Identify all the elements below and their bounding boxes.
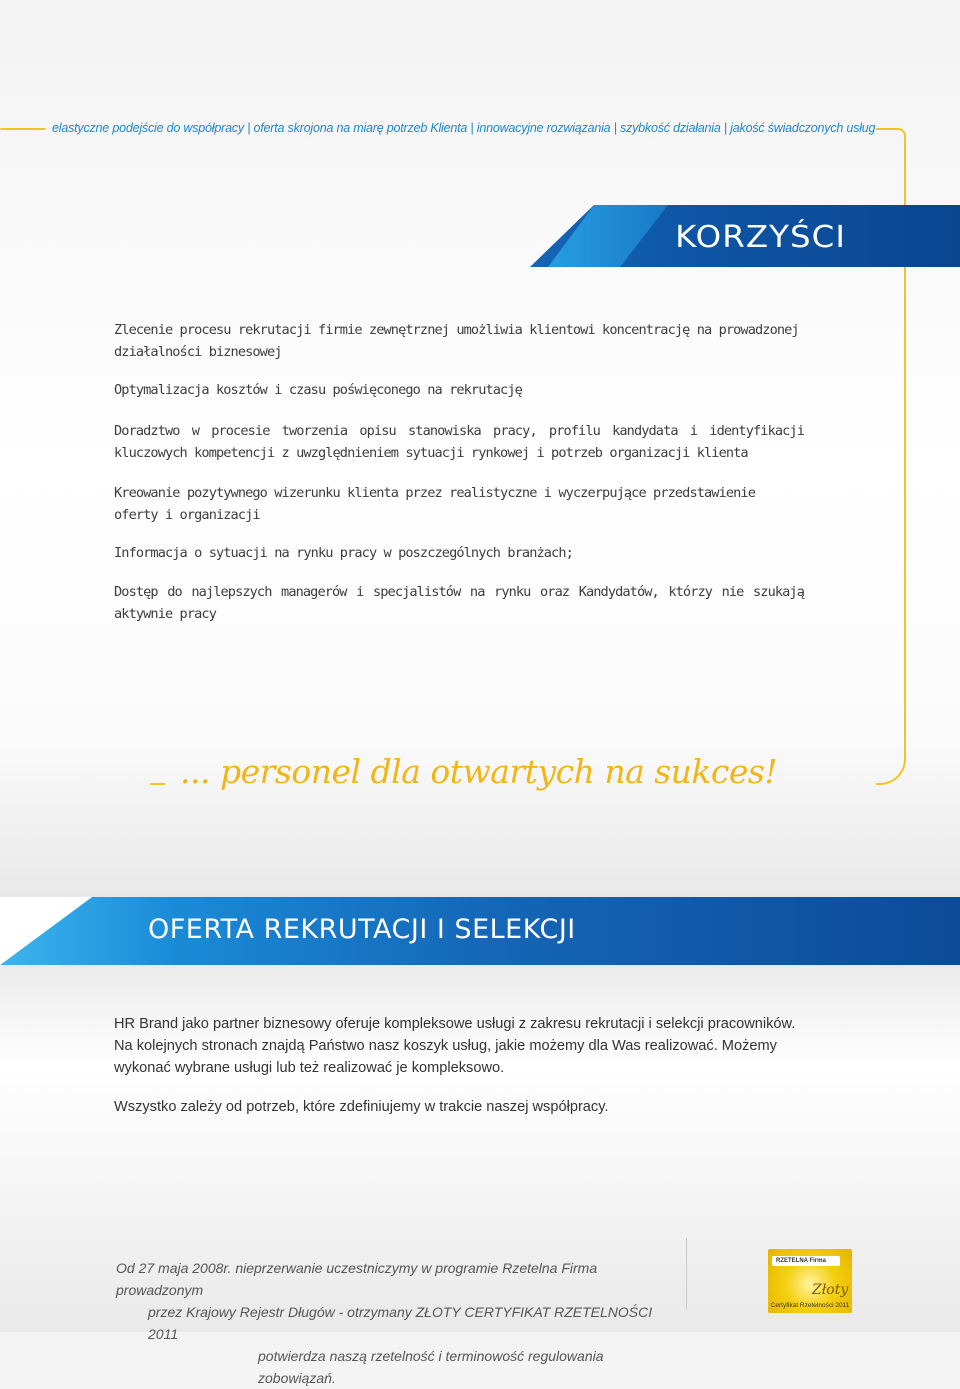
certificate-script: Złoty bbox=[812, 1282, 849, 1298]
benefit-item: Dostęp do najlepszych managerów i specjalistów na rynku oraz Kandydatów, którzy nie szukają aktywnie pracy bbox=[114, 584, 804, 622]
footer-divider bbox=[686, 1238, 687, 1310]
slogan: ... personel dla otwartych na sukces! bbox=[180, 752, 778, 791]
decorative-line-left bbox=[0, 128, 46, 130]
benefits-title: KORZYŚCI bbox=[675, 220, 846, 255]
footer-text bbox=[116, 1257, 676, 1389]
header-tagline: elastyczne podejście do współpracy | oferta skrojona na miarę potrzeb Klienta | innowacyjne rozwiązania | szybkość działania | jakość świadczonych usług bbox=[52, 121, 876, 135]
benefit-item: Optymalizacja kosztów i czasu poświęconego na rekrutację bbox=[114, 382, 522, 398]
certificate-caption: Certyfikat Rzetelności 2011 bbox=[770, 1302, 850, 1309]
footer-line: potwierdza naszą rzetelność i terminowość regulowania zobowiązań. bbox=[258, 1348, 604, 1386]
benefit-item: Zlecenie procesu rekrutacji firmie zewnętrznej umożliwia klientowi koncentrację na prowadzonej działalności biznesowej bbox=[114, 322, 799, 360]
benefit-item: Doradztwo w procesie tworzenia opisu stanowiska pracy, profilu kandydata i identyfikacji kluczowych kompetencji z uwzględnieniem sytuacji rynkowej i potrzeb organizacji klienta bbox=[114, 423, 804, 461]
footer-line: Od 27 maja 2008r. nieprzerwanie uczestniczymy w programie Rzetelna Firma prowadzonym bbox=[116, 1260, 598, 1298]
footer-line: przez Krajowy Rejestr Długów - otrzymany ZŁOTY CERTYFIKAT RZETELNOŚCI 2011 bbox=[148, 1304, 653, 1342]
certificate-brand: RZETELNA Firma bbox=[772, 1256, 840, 1266]
decorative-line-slogan bbox=[150, 783, 165, 785]
benefit-item: Kreowanie pozytywnego wizerunku klienta przez realistyczne i wyczerpujące przedstawienie oferty i organizacji bbox=[114, 485, 756, 523]
offer-paragraph: HR Brand jako partner biznesowy oferuje kompleksowe usługi z zakresu rekrutacji i selekcji pracowników. Na kolejnych stronach znajdą Państwo nasz koszyk usług, jakie możemy dla Was realizować. Możemy wykonać wybrane usługi lub też realizować je kompleksowo. bbox=[114, 1016, 796, 1076]
offer-paragraph-closing: Wszystko zależy od potrzeb, które zdefiniujemy w trakcie naszej współpracy. bbox=[114, 1099, 609, 1115]
offer-title: OFERTA REKRUTACJI I SELEKCJI bbox=[148, 914, 576, 945]
benefit-item: Informacja o sytuacji na rynku pracy w poszczególnych branżach; bbox=[114, 545, 573, 561]
